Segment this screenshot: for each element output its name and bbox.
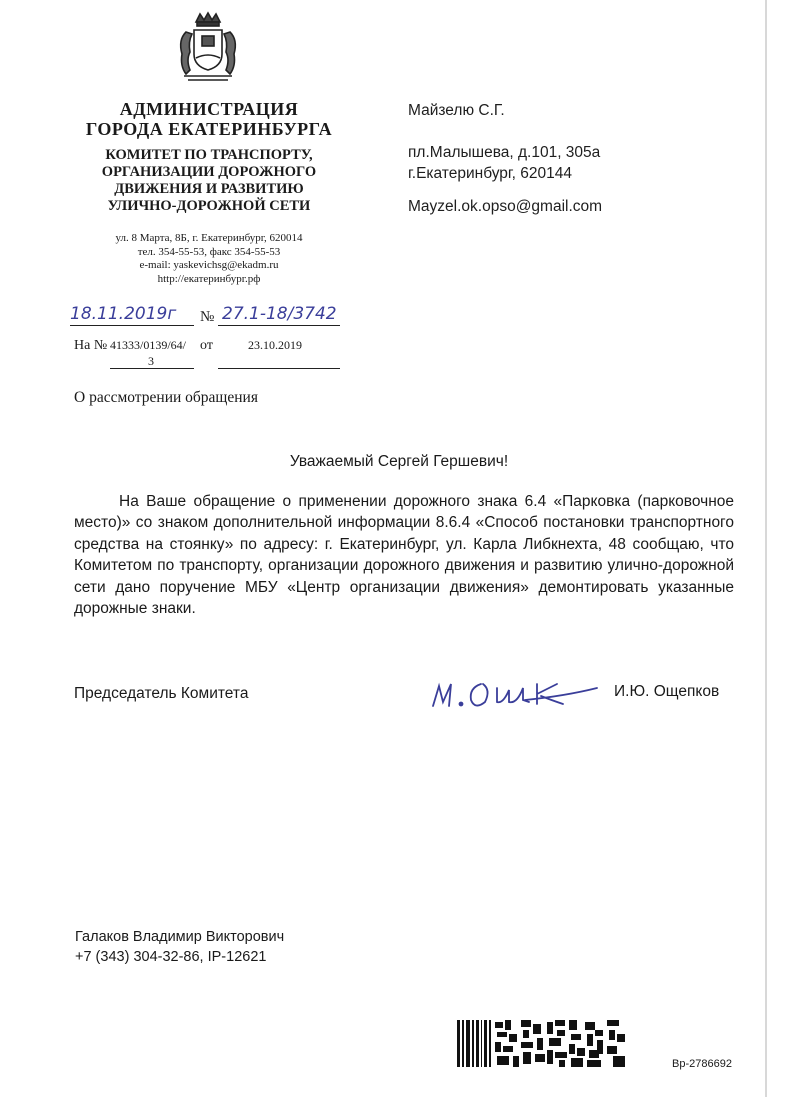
- organization-block: [70, 99, 348, 215]
- contact-address: ул. 8 Марта, 8Б, г. Екатеринбург, 620014: [115, 232, 303, 244]
- number-label: №: [200, 309, 215, 325]
- reference-date-underline: [218, 368, 340, 369]
- committee-line: ДВИЖЕНИЯ И РАЗВИТИЮ: [114, 181, 304, 197]
- letter-body: На Ваше обращение о применении дорожного знака 6.4 «Парковка (парковочное место)» со знаком дополнительной информации 8.6.4 «Способ постановки транспортного средства на стоянку» по адресу: г. Екатеринбург, ул. Карла Либкнехта, 48 сообщаю, что Комитетом по транспорту, организации дорожного движения и развитию улично-дорожной сети дано поручение МБУ «Центр организации движения» демонтировать указанные дорожные знаки.: [74, 493, 734, 618]
- letter-subject: О рассмотрении обращения: [74, 389, 258, 406]
- letter-greeting: Уважаемый Сергей Гершевич!: [289, 453, 509, 470]
- organization-contacts: [70, 232, 348, 286]
- handwritten-signature: [425, 670, 605, 715]
- committee-line: УЛИЧНО-ДОРОЖНОЙ СЕТИ: [107, 198, 311, 214]
- executor-name: Галаков Владимир Викторович: [75, 929, 285, 945]
- recipient-block: [408, 100, 602, 217]
- signatory-name: И.Ю. Ощепков: [614, 683, 720, 700]
- page-edge: [765, 0, 767, 1097]
- reference-date: 23.10.2019: [248, 338, 302, 352]
- contact-email: e-mail: yaskevichsg@ekadm.ru: [139, 259, 279, 271]
- date-underline: [70, 325, 194, 326]
- recipient-name: Майзелю С.Г.: [408, 102, 505, 119]
- committee-line: ОРГАНИЗАЦИИ ДОРОЖНОГО: [101, 164, 317, 180]
- recipient-address-line1: пл.Малышева, д.101, 305а: [408, 144, 601, 161]
- committee-line: КОМИТЕТ ПО ТРАНСПОРТУ,: [105, 147, 313, 163]
- contact-website: http://екатеринбург.рф: [157, 272, 261, 285]
- contact-phone: тел. 354-55-53, факс 354-55-53: [137, 245, 281, 258]
- recipient-address-line2: г.Екатеринбург, 620144: [408, 165, 573, 182]
- executor-phone: +7 (343) 304-32-86, IP-12621: [75, 949, 267, 965]
- barcode: [457, 1020, 627, 1067]
- org-name-line1: АДМИНИСТРАЦИЯ: [119, 99, 299, 119]
- org-name-line2: ГОРОДА ЕКАТЕРИНБУРГА: [85, 119, 333, 139]
- executor-block: [75, 927, 284, 967]
- reference-number-cont: 3: [148, 354, 154, 368]
- reference-underline: [110, 368, 194, 369]
- signatory-title: Председатель Комитета: [74, 685, 249, 702]
- outgoing-date: 18.11.2019г: [70, 304, 177, 324]
- coat-of-arms-icon: [168, 10, 248, 84]
- reference-number: 41333/0139/64/: [110, 338, 187, 352]
- recipient-email: Mayzel.ok.opso@gmail.com: [408, 198, 603, 215]
- reference-label: На №: [74, 338, 108, 353]
- number-underline: [218, 325, 340, 326]
- reference-from-label: от: [200, 338, 213, 353]
- outgoing-number: 27.1-18/3742: [222, 304, 337, 324]
- committee-name: [70, 147, 348, 215]
- document-id: Вр-2786692: [672, 1058, 732, 1070]
